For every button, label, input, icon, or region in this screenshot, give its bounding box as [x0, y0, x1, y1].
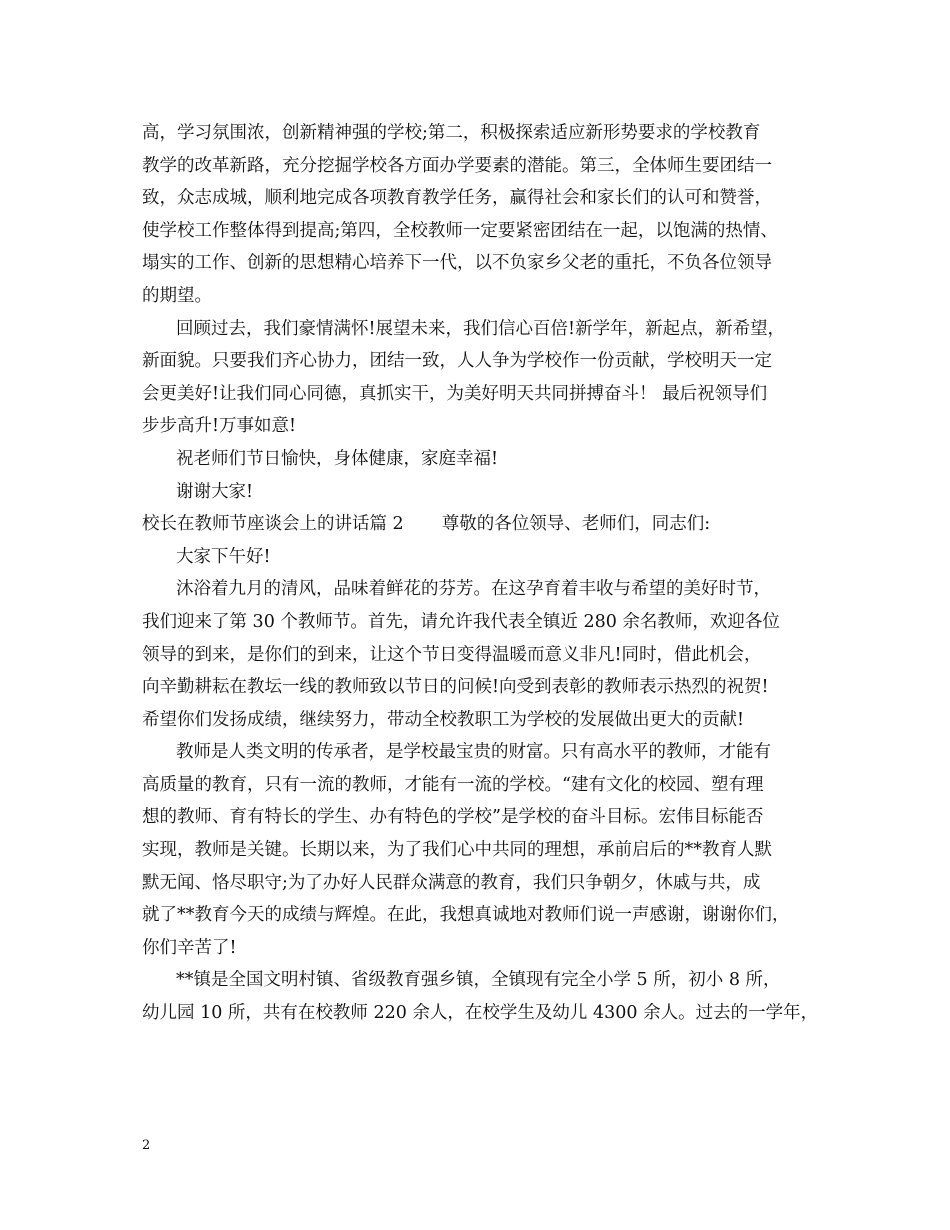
- text-line: 致，众志成城，顺利地完成各项教育教学任务，赢得社会和家长们的认可和赞誉，: [142, 188, 772, 209]
- section-heading: 校长在教师节座谈会上的讲话篇 2: [142, 514, 404, 535]
- text-line: 教学的改革新路，充分挖掘学校各方面办学要素的潜能。第三，全体师生要团结一: [142, 155, 772, 176]
- salutation: 尊敬的各位领导、老师们，同志们:: [441, 514, 711, 535]
- text-line: 你们辛苦了!: [142, 937, 237, 958]
- text-line: 回顾过去，我们豪情满怀!展望未来，我们信心百倍!新学年，新起点，新希望，: [176, 318, 786, 339]
- section-heading-line: [142, 508, 832, 541]
- text-line: 沐浴着九月的清风，品味着鲜花的芬芳。在这孕育着丰收与希望的美好时节，: [176, 579, 771, 600]
- text-line: 步步高升!万事如意!: [142, 416, 297, 437]
- text-line: 谢谢大家!: [176, 481, 254, 502]
- text-line: 高质量的教育，只有一流的教师，才能有一流的学校。“建有文化的校园、塑有理: [142, 774, 764, 795]
- text-line: 高，学习氛围浓，创新精神强的学校;第二，积极探索适应新形势要求的学校教育: [142, 123, 761, 143]
- text-line: 祝老师们节日愉快，身体健康，家庭幸福!: [176, 448, 499, 469]
- text-line: 会更美好!让我们同心同德，真抓实干，为美好明天共同拼搏奋斗！ 最后祝领导们: [142, 383, 768, 404]
- text-line: 的期望。: [142, 285, 212, 306]
- text-line: 塌实的工作、创新的思想精心培养下一代，以不负家乡父老的重托，不负各位领导: [142, 253, 772, 274]
- page-number: 2: [142, 1138, 151, 1153]
- text-line: **镇是全国文明村镇、省级教育强乡镇，全镇现有完全小学 5 所，初小 8 所，: [176, 970, 781, 991]
- text-line: 希望你们发扬成绩，继续努力，带动全校教职工为学校的发展做出更大的贡献!: [142, 709, 745, 730]
- document-body: [142, 117, 832, 1030]
- text-line: 实现，教师是关键。长期以来，为了我们心中共同的理想，承前启后的**教育人默: [142, 840, 772, 861]
- text-line: 想的教师、育有特长的学生、办有特色的学校”是学校的奋斗目标。宏伟目标能否: [142, 807, 764, 828]
- text-line: 向辛勤耕耘在教坛一线的教师致以节日的问候!向受到表彰的教师表示热烈的祝贺!: [142, 677, 769, 698]
- text-line: 教师是人类文明的传承者，是学校最宝贵的财富。只有高水平的教师，才能有: [176, 742, 771, 763]
- text-line: 幼儿园 10 所，共有在校教师 220 余人，在校学生及幼儿 4300 余人。过去的一学年，: [142, 1003, 819, 1024]
- text-line: 领导的到来，是你们的到来，让这个节日变得温暖而意义非凡!同时，借此机会，: [142, 644, 762, 665]
- text-line: 大家下午好!: [176, 546, 271, 567]
- text-line: 就了**教育今天的成绩与辉煌。在此，我想真诚地对教师们说一声感谢，谢谢你们，: [142, 905, 790, 926]
- text-line: 默无闻、恪尽职守;为了办好人民群众满意的教育，我们只争朝夕，休戚与共，成: [142, 872, 761, 893]
- text-line: 我们迎来了第 30 个教师节。首先，请允许我代表全镇近 280 余名教师，欢迎各位: [142, 611, 780, 632]
- text-line: 使学校工作整体得到提高;第四，全校教师一定要紧密团结在一起，以饱满的热情、: [142, 220, 778, 241]
- text-line: 新面貌。只要我们齐心协力，团结一致，人人争为学校作一份贡献，学校明天一定: [142, 351, 772, 372]
